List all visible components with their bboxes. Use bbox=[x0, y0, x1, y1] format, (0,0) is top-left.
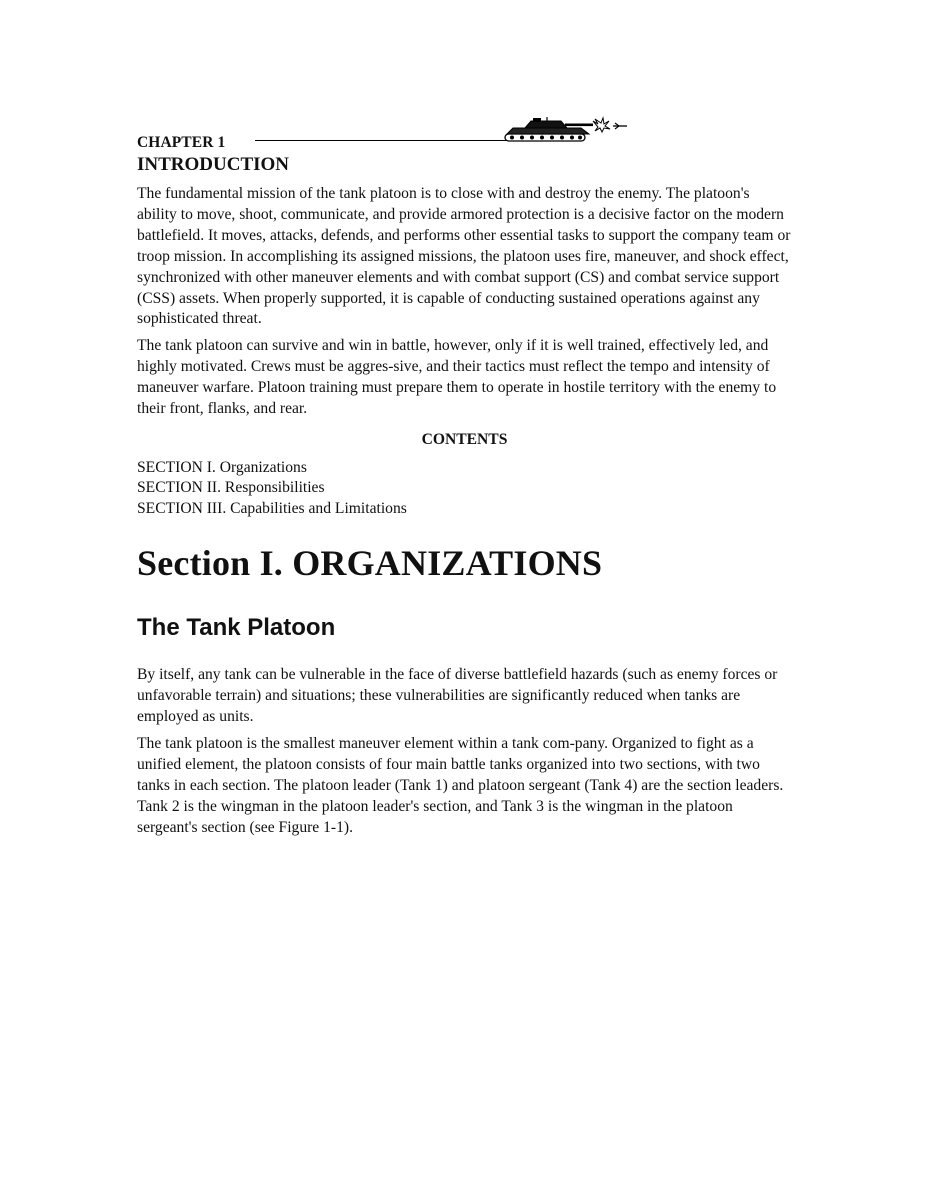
section-paragraph: By itself, any tank can be vulnerable in the face of diverse battlefield hazards (such as enemy forces or unfavorable terrain) and situations; these vulnerabilities are significantly reduced when tanks are employed as units. bbox=[137, 666, 778, 726]
section-paragraph: The tank platoon is the smallest maneuver element within a tank com-pany. Organized to fight as a unified element, the platoon consists of four main battle tanks organized into two sections, with two tanks in each section. The platoon leader (Tank 1) and platoon sergeant (Tank 4) are the section leaders. Tank 2 is the wingman in the platoon leader's section, and Tank 3 is the wingman in the platoon sergeant's section (see Figure 1-1). bbox=[137, 735, 784, 836]
chapter-label: CHAPTER 1 bbox=[137, 134, 226, 151]
contents-heading: CONTENTS bbox=[421, 430, 508, 448]
document-page bbox=[137, 116, 792, 839]
chapter-rule bbox=[255, 140, 511, 141]
contents-list bbox=[137, 458, 792, 520]
tank-icon bbox=[503, 116, 633, 146]
intro-paragraph: The tank platoon can survive and win in battle, however, only if it is well trained, effectively led, and highly motivated. Crews must be aggres-sive, and their tactics must reflect the tempo and intensity of maneuver warfare. Platoon training must prepare them to operate in hostile territory with the enemy to their front, flanks, and rear. bbox=[137, 337, 777, 418]
contents-item: SECTION I. Organizations bbox=[137, 458, 307, 476]
section-title: Section I. ORGANIZATIONS bbox=[137, 543, 603, 584]
contents-item: SECTION II. Responsibilities bbox=[137, 479, 325, 497]
contents-item: SECTION III. Capabilities and Limitations bbox=[137, 499, 407, 517]
subsection-title: The Tank Platoon bbox=[137, 614, 336, 642]
chapter-title: INTRODUCTION bbox=[137, 154, 290, 175]
intro-paragraph: The fundamental mission of the tank platoon is to close with and destroy the enemy. The platoon's ability to move, shoot, communicate, and provide armored protection is a decisive factor on the modern battlefield. It moves, attacks, defends, and performs other essential tasks to support the company team or troop mission. In accomplishing its assigned missions, the platoon uses fire, maneuver, and shock effect, synchronized with other maneuver elements and with combat support (CS) and combat service support (CSS) assets. When properly supported, it is capable of conducting sustained operations against any sophisticated threat. bbox=[137, 185, 791, 328]
chapter-header bbox=[137, 116, 792, 150]
